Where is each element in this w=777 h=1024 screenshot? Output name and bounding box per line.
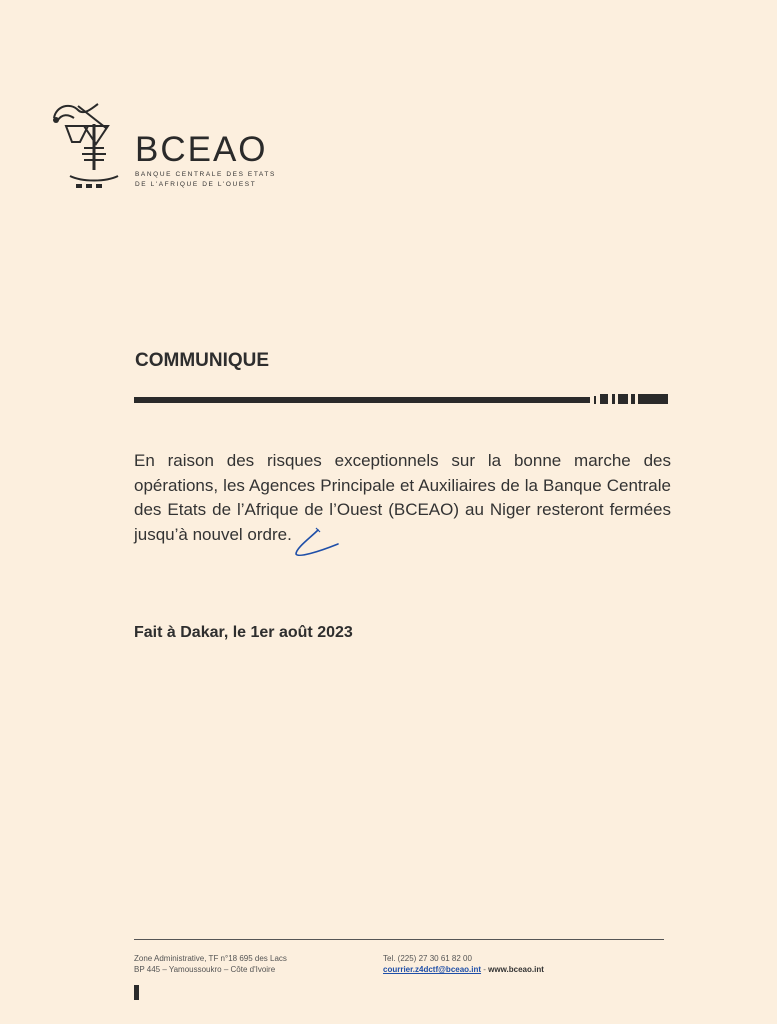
communique-body: En raison des risques exceptionnels sur la bonne marche des opérations, les Agences Principale et Auxiliaires de la Banque Centrale des Etats de l’Afrique de l’Ouest (BCEAO) au Niger resteront fermées jusqu’à nouvel ordre.	[134, 451, 671, 544]
corner-mark	[134, 985, 139, 1000]
website-link[interactable]: www.bceao.int	[488, 965, 544, 974]
brand-subtitle-line1: BANQUE CENTRALE DES ETATS	[135, 171, 276, 178]
footer-separator: -	[481, 965, 489, 974]
page-title: COMMUNIQUE	[135, 350, 270, 371]
signoff-line: Fait à Dakar, le 1er août 2023	[134, 624, 353, 641]
handwritten-initial	[288, 526, 344, 562]
footer-divider	[134, 939, 664, 940]
footer-contact	[383, 953, 544, 975]
brand-subtitle-line2: DE L'AFRIQUE DE L'OUEST	[135, 181, 257, 188]
footer-address-line1: Zone Administrative, TF n°18 695 des Lacs	[134, 954, 287, 963]
email-link[interactable]: courrier.z4dctf@bceao.int	[383, 965, 482, 974]
footer-links	[383, 964, 544, 975]
brand-name: BCEAO	[135, 130, 268, 169]
footer-phone: Tel. (225) 27 30 61 82 00	[383, 954, 472, 963]
footer-address-line2: BP 445 – Yamoussoukro – Côte d'Ivoire	[134, 965, 276, 974]
bceao-emblem-icon	[48, 96, 120, 192]
footer-address	[134, 953, 287, 975]
brand-subtitle	[135, 170, 276, 190]
title-rule	[134, 392, 668, 406]
